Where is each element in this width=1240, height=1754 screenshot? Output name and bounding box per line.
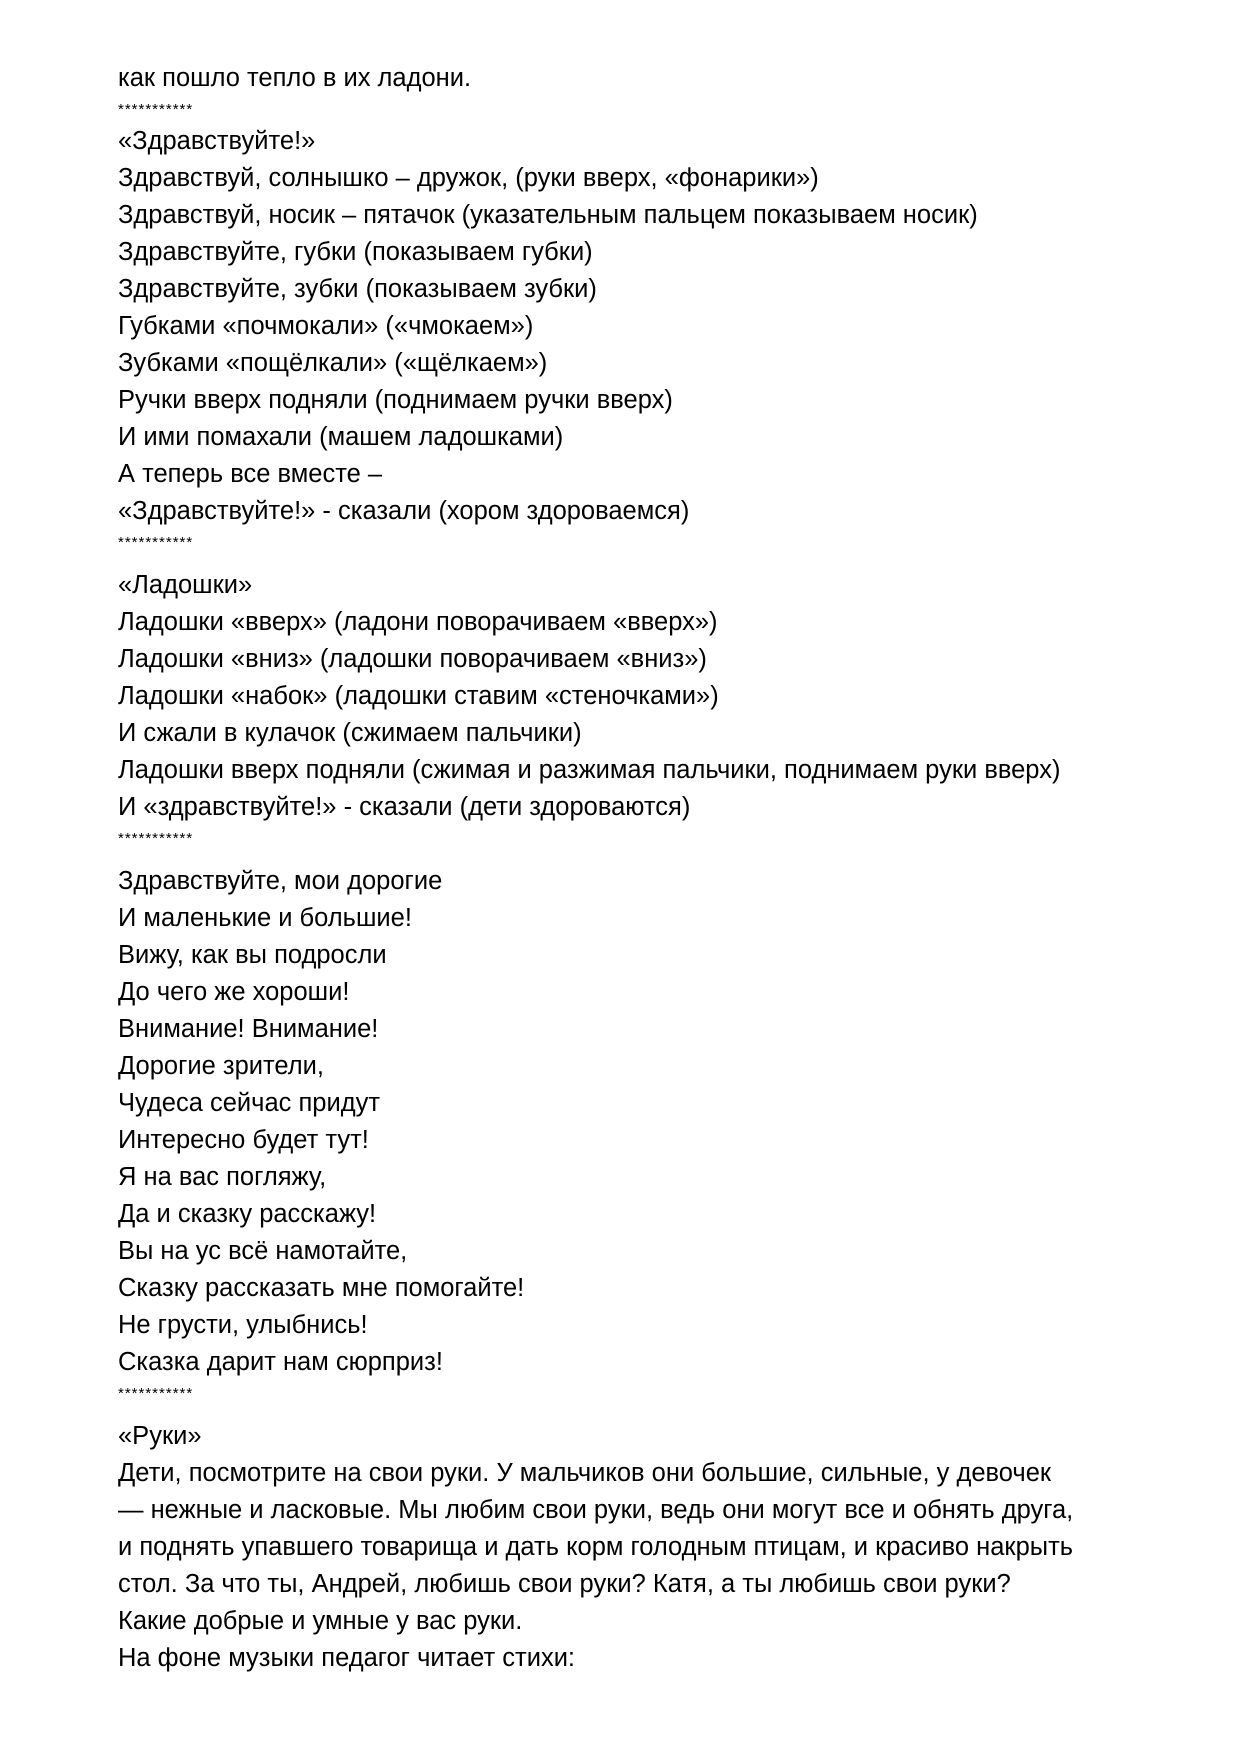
- text-line: Здравствуй, солнышко – дружок, (руки вверх, «фонарики»): [118, 164, 819, 192]
- text-line: Ладошки вверх подняли (сжимая и разжимая пальчики, поднимаем руки вверх): [118, 756, 1061, 784]
- text-line: «Здравствуйте!» - сказали (хором здороваемся): [118, 497, 690, 525]
- text-line: Интересно будет тут!: [118, 1126, 369, 1154]
- section-title: «Руки»: [118, 1422, 202, 1450]
- text-line: Здравствуйте, губки (показываем губки): [118, 238, 593, 266]
- text-line: Зубками «пощёлкали» («щёлкаем»): [118, 349, 548, 377]
- text-line: Дети, посмотрите на свои руки. У мальчиков они большие, сильные, у девочек: [118, 1459, 1052, 1487]
- text-line: Ладошки «набок» (ладошки ставим «стеночками»): [118, 682, 719, 710]
- text-line: Сказка дарит нам сюрприз!: [118, 1348, 443, 1376]
- text-line: И маленькие и большие!: [118, 904, 412, 932]
- section-separator: ***********: [118, 534, 194, 551]
- section-title: «Здравствуйте!»: [118, 127, 316, 155]
- text-line: И «здравствуйте!» - сказали (дети здороваются): [118, 793, 691, 821]
- section-separator: ***********: [118, 1385, 194, 1402]
- text-line: Здравствуй, носик – пятачок (указательным пальцем показываем носик): [118, 201, 978, 229]
- text-line: Да и сказку расскажу!: [118, 1200, 377, 1228]
- section-title: «Ладошки»: [118, 571, 253, 599]
- text-line: До чего же хороши!: [118, 978, 350, 1006]
- text-line: Вижу, как вы подросли: [118, 941, 387, 969]
- text-line: Какие добрые и умные у вас руки.: [118, 1607, 523, 1635]
- text-line: И ими помахали (машем ладошками): [118, 423, 564, 451]
- text-line: стол. За что ты, Андрей, любишь свои руки? Катя, а ты любишь свои руки?: [118, 1570, 1011, 1598]
- text-line: А теперь все вместе –: [118, 460, 383, 488]
- text-line: и поднять упавшего товарища и дать корм голодным птицам, и красиво накрыть: [118, 1533, 1074, 1561]
- text-line: Ладошки «вверх» (ладони поворачиваем «вверх»): [118, 608, 718, 636]
- section-separator: ***********: [118, 101, 194, 118]
- text-line: как пошло тепло в их ладони.: [118, 64, 472, 92]
- text-line: Ладошки «вниз» (ладошки поворачиваем «вниз»): [118, 645, 707, 673]
- text-line: Сказку рассказать мне помогайте!: [118, 1274, 525, 1302]
- text-line: Я на вас погляжу,: [118, 1163, 327, 1191]
- section-separator: ***********: [118, 830, 194, 847]
- text-line: Здравствуйте, мои дорогие: [118, 867, 443, 895]
- text-line: Здравствуйте, зубки (показываем зубки): [118, 275, 597, 303]
- text-line: Внимание! Внимание!: [118, 1015, 379, 1043]
- text-line: Чудеса сейчас придут: [118, 1089, 380, 1117]
- text-line: Вы на ус всё намотайте,: [118, 1237, 408, 1265]
- text-line: Дорогие зрители,: [118, 1052, 324, 1080]
- text-line: Губками «почмокали» («чмокаем»): [118, 312, 534, 340]
- text-line: — нежные и ласковые. Мы любим свои руки, ведь они могут все и обнять друга,: [118, 1496, 1074, 1524]
- text-line: Не грусти, улыбнись!: [118, 1311, 368, 1339]
- text-line: Ручки вверх подняли (поднимаем ручки вверх): [118, 386, 673, 414]
- document-text: [118, 60, 1178, 1677]
- text-line: На фоне музыки педагог читает стихи:: [118, 1644, 576, 1672]
- text-line: И сжали в кулачок (сжимаем пальчики): [118, 719, 582, 747]
